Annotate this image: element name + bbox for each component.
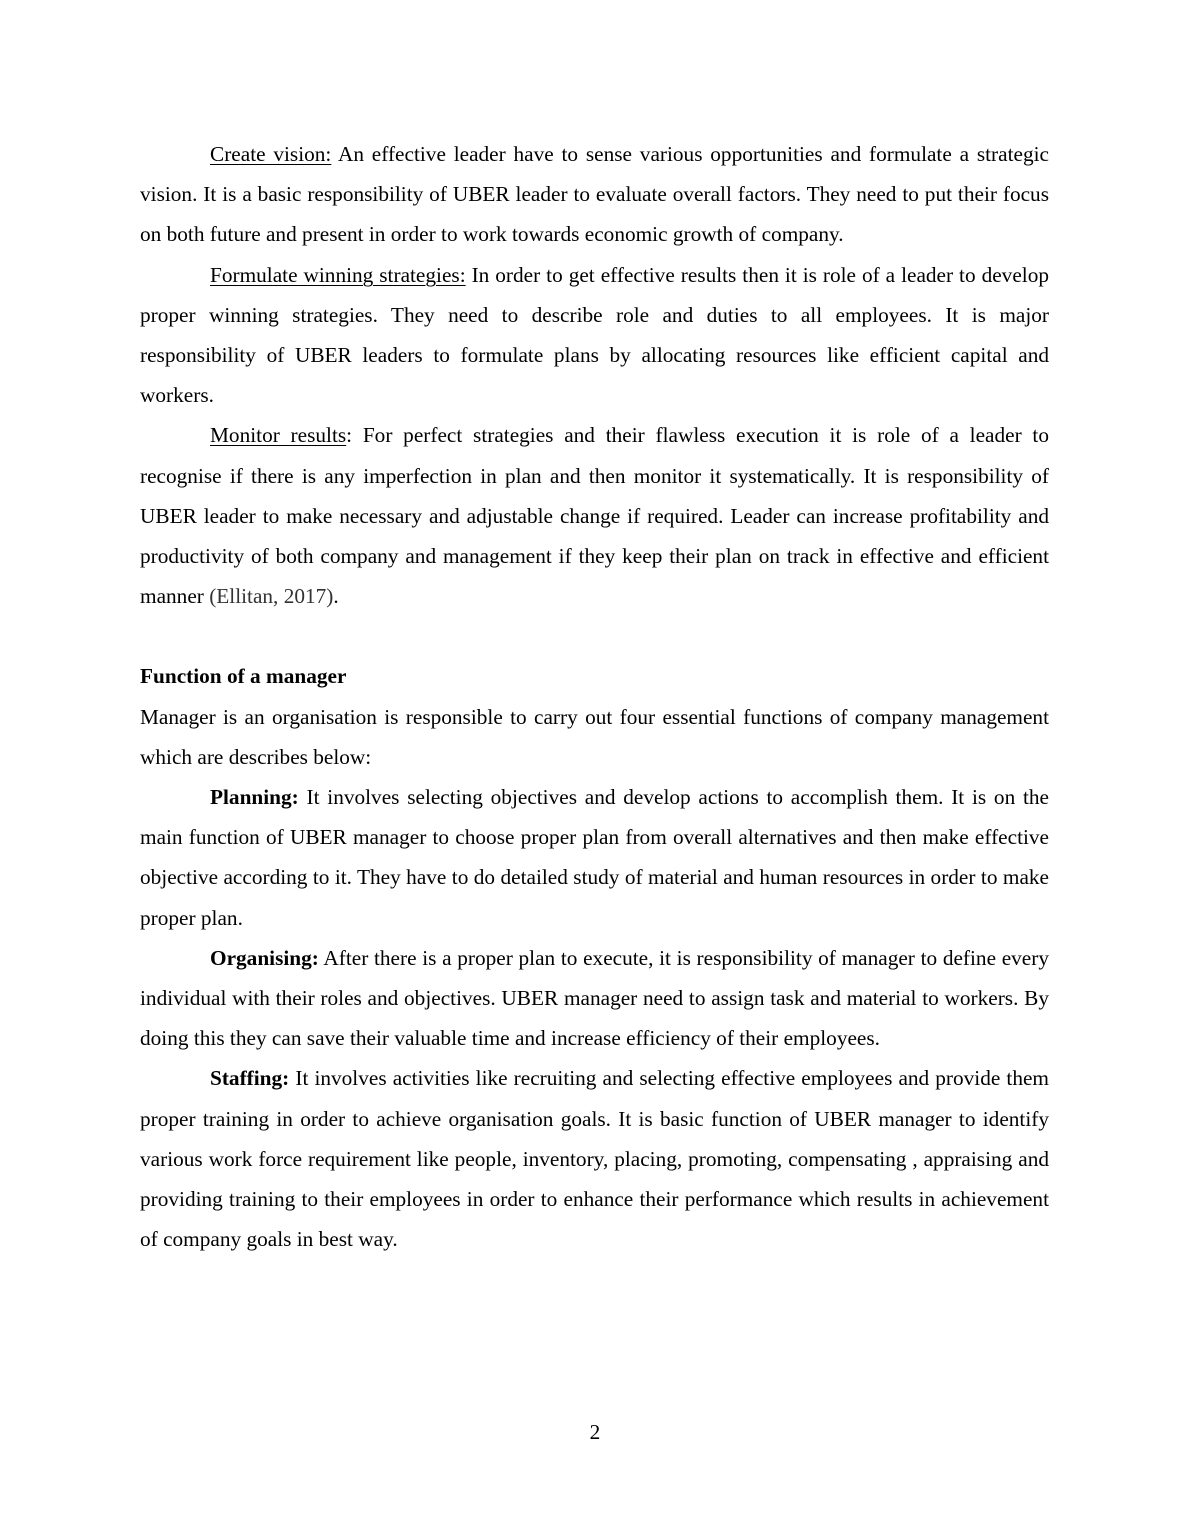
text-monitor-end: . <box>333 584 339 609</box>
page-number: 2 <box>589 1420 601 1444</box>
paragraph-staffing <box>140 1058 1049 1259</box>
term-staffing: Staffing: <box>210 1066 290 1091</box>
text-organising: After there is a proper plan to execute, it is responsibility of manager to define every individual with their roles and objectives. UBER manager need to assign task and material to workers. By doing this they can save their valuable time and increase efficiency of their employees. <box>140 945 1049 1051</box>
blank-line <box>140 616 1049 656</box>
paragraph-organising <box>140 938 1049 1059</box>
text-create-vision: An effective leader have to sense various opportunities and formulate a strategic vision. It is a basic responsibility of UBER leader to evaluate overall factors. They need to put their focus on both future and present in order to work towards economic growth of company. <box>140 142 1049 247</box>
text-formulate-strategies: In order to get effective results then it is role of a leader to develop proper winning strategies. They need to describe role and duties to all employees. It is major responsibility of UBER leaders to formulate plans by allocating resources like efficient capital and workers. <box>140 262 1049 408</box>
paragraph-planning <box>140 777 1049 938</box>
text-staffing: It involves activities like recruiting and selecting effective employees and provide them proper training in order to achieve organisation goals. It is basic function of UBER manager to identify various work force requirement like people, inventory, placing, promoting, compensating , appraising and providing training to their employees in order to enhance their performance which results in achievement of company goals in best way. <box>140 1066 1049 1252</box>
term-organising: Organising: <box>210 945 319 970</box>
paragraph-create-vision <box>140 134 1049 255</box>
document-body <box>140 134 1049 1259</box>
term-create-vision: Create vision: <box>210 142 332 166</box>
paragraph-monitor-results <box>140 415 1049 616</box>
paragraph-formulate-strategies <box>140 255 1049 416</box>
citation: (Ellitan, 2017) <box>209 584 334 609</box>
term-formulate-strategies: Formulate winning strategies: <box>210 262 466 287</box>
term-monitor-results: Monitor results <box>210 423 347 448</box>
section-intro: Manager is an organisation is responsible to carry out four essential functions of company management which are describes below: <box>140 704 1049 769</box>
term-planning: Planning: <box>210 785 299 810</box>
text-planning: It involves selecting objectives and develop actions to accomplish them. It is on the main function of UBER manager to choose proper plan from overall alternatives and then make effective objective according to it. They have to do detailed study of material and human resources in order to make proper plan. <box>140 785 1049 930</box>
text-monitor-results: : For perfect strategies and their flawless execution it is role of a leader to recognise if there is any imperfection in plan and then monitor it systematically. It is responsibility of UBER leader to make necessary and adjustable change if required. Leader can increase profitability and productivity of both company and management if they keep their plan on track in effective and efficient manner <box>140 423 1049 609</box>
section-heading: Function of a manager <box>140 664 347 689</box>
